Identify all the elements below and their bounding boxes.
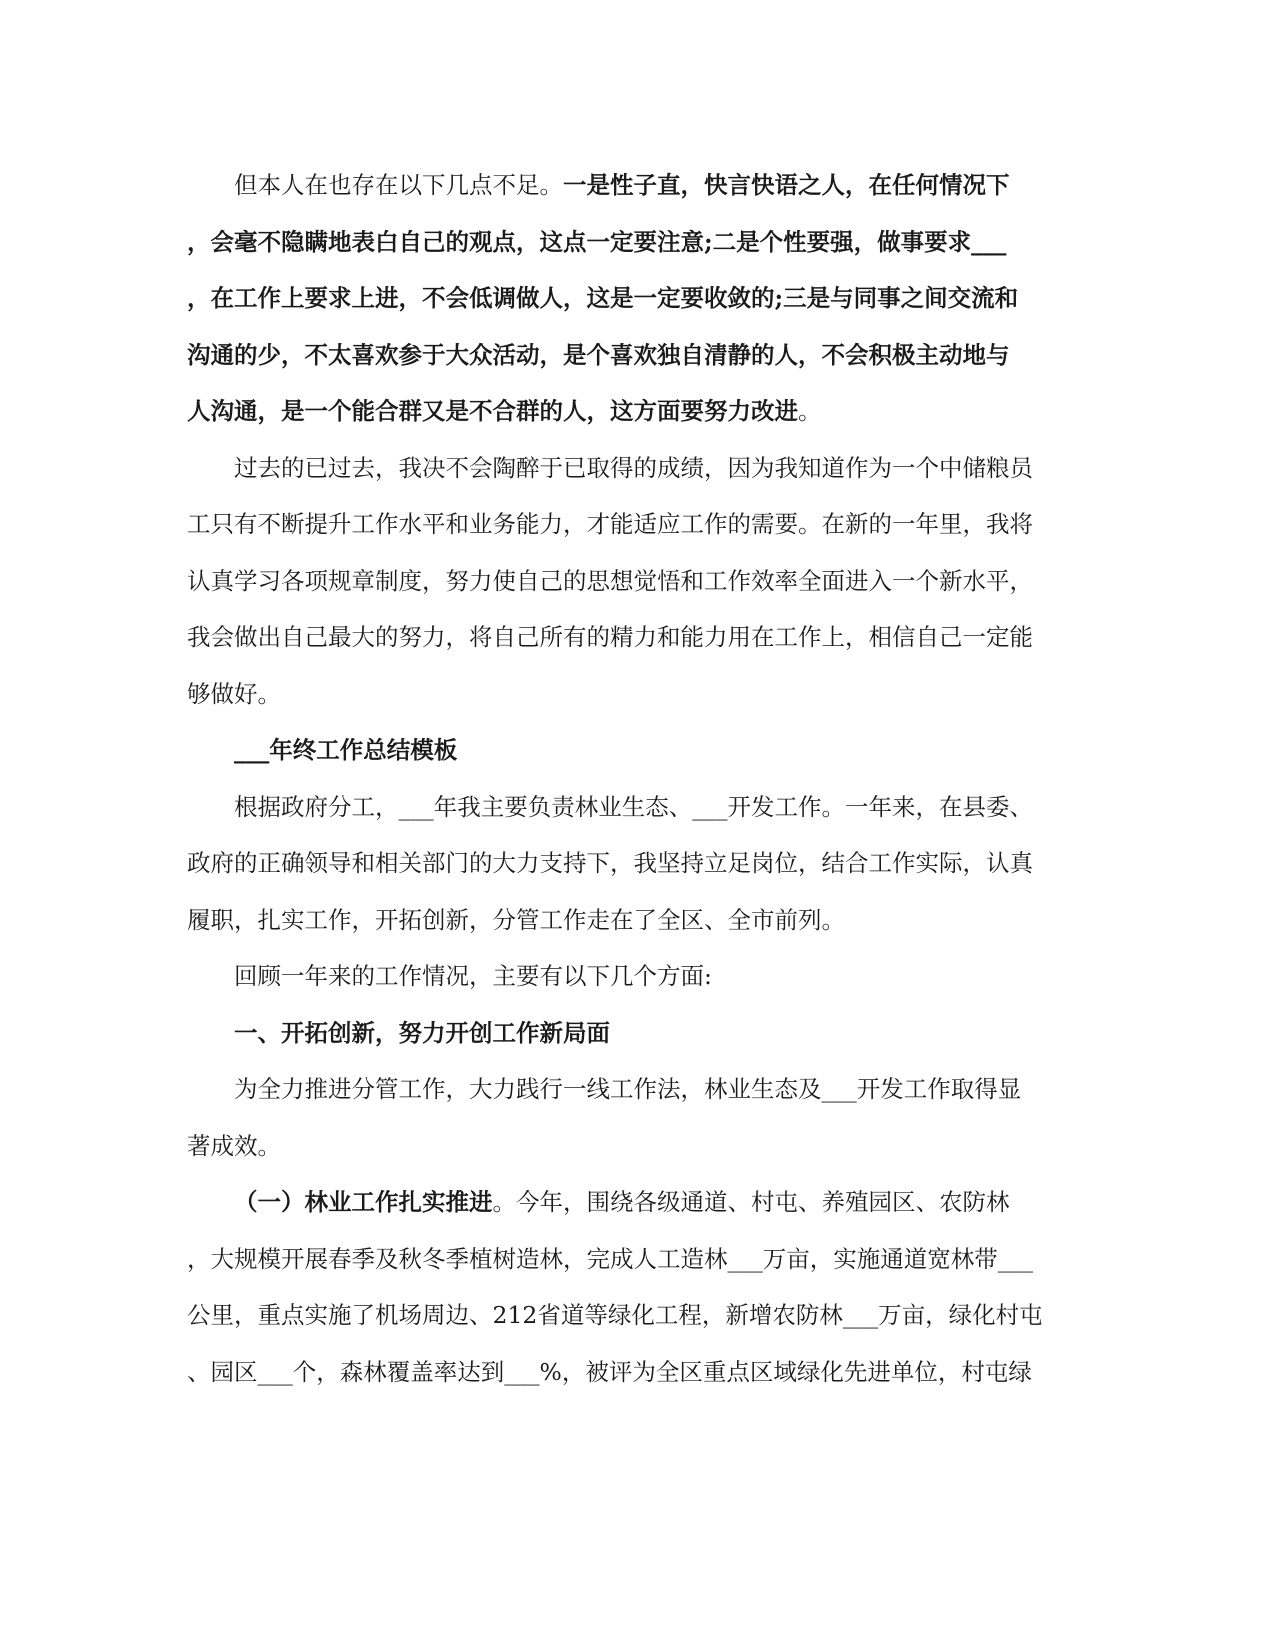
text-run: 工只有不断提升工作水平和业务能力，才能适应工作的需要。在新的一年里，我将	[187, 510, 1033, 538]
paragraph-line	[234, 448, 1094, 488]
paragraph-line	[187, 900, 1087, 940]
section-heading	[234, 1013, 1094, 1053]
paragraph-line	[187, 1126, 1087, 1166]
bold-text-run: 人沟通，是一个能合群又是不合群的人，这方面要努力改进	[187, 397, 798, 425]
paragraph-line	[187, 1239, 1087, 1279]
paragraph-line	[234, 165, 1094, 205]
text-run: 认真学习各项规章制度，努力使自己的思想觉悟和工作效率全面进入一个新水平，	[187, 567, 1033, 595]
paragraph-line	[187, 222, 1087, 262]
section-title	[234, 730, 1094, 770]
text-run: 够做好。	[187, 680, 281, 708]
bold-text-run: 一、开拓创新，努力开创工作新局面	[234, 1019, 610, 1047]
paragraph-line	[187, 1352, 1087, 1392]
paragraph-line	[187, 504, 1087, 544]
bold-text-run: ，在工作上要求上进，不会低调做人，这是一定要收敛的;三是与同事之间交流和	[187, 284, 1019, 312]
paragraph-line	[234, 1069, 1094, 1109]
bold-text-run: （一）林业工作扎实推进	[234, 1188, 493, 1216]
paragraph-line	[187, 674, 1087, 714]
text-run: 为全力推进分管工作，大力践行一线工作法，林业生态及___开发工作取得显	[234, 1075, 1022, 1103]
paragraph-line	[234, 956, 1094, 996]
paragraph-line	[234, 787, 1094, 827]
text-run: 公里，重点实施了机场周边、212省道等绿化工程，新增农防林___万亩，绿化村屯	[187, 1301, 1043, 1329]
paragraph-line	[187, 1295, 1087, 1335]
text-run: 回顾一年来的工作情况，主要有以下几个方面:	[234, 962, 712, 990]
paragraph-line	[187, 561, 1087, 601]
bold-text-run: 沟通的少，不太喜欢参于大众活动，是个喜欢独自清静的人，不会积极主动地与	[187, 341, 1010, 369]
paragraph-line	[187, 617, 1087, 657]
text-run: 著成效。	[187, 1132, 281, 1160]
bold-text-run: ，会毫不隐瞒地表白自己的观点，这点一定要注意;二是个性要强，做事要求___	[187, 228, 1007, 256]
text-run: 我会做出自己最大的努力，将自己所有的精力和能力用在工作上，相信自己一定能	[187, 623, 1033, 651]
text-run: 根据政府分工，___年我主要负责林业生态、___开发工作。一年来，在县委、	[234, 793, 1033, 821]
text-run: 履职，扎实工作，开拓创新，分管工作走在了全区、全市前列。	[187, 906, 845, 934]
text-run: ，大规模开展春季及秋冬季植树造林，完成人工造林___万亩，实施通道宽林带___	[187, 1245, 1033, 1273]
text-run: 过去的已过去，我决不会陶醉于已取得的成绩，因为我知道作为一个中储粮员	[234, 454, 1033, 482]
bold-text-run: ___年终工作总结模板	[234, 736, 458, 764]
paragraph-line	[234, 1182, 1094, 1222]
text-run: 。今年，围绕各级通道、村屯、养殖园区、农防林	[492, 1188, 1010, 1216]
text-run: 政府的正确领导和相关部门的大力支持下，我坚持立足岗位，结合工作实际，认真	[187, 849, 1033, 877]
text-run: 但本人在也存在以下几点不足。	[234, 171, 563, 199]
bold-text-run: 一是性子直，快言快语之人，在任何情况下	[563, 171, 1010, 199]
paragraph-line	[187, 278, 1087, 318]
text-run: 。	[798, 397, 822, 425]
paragraph-line	[187, 843, 1087, 883]
text-run: 、园区___个，森林覆盖率达到___%，被评为全区重点区域绿化先进单位，村屯绿	[187, 1358, 1032, 1386]
paragraph-line	[187, 335, 1087, 375]
paragraph-line	[187, 391, 1087, 431]
